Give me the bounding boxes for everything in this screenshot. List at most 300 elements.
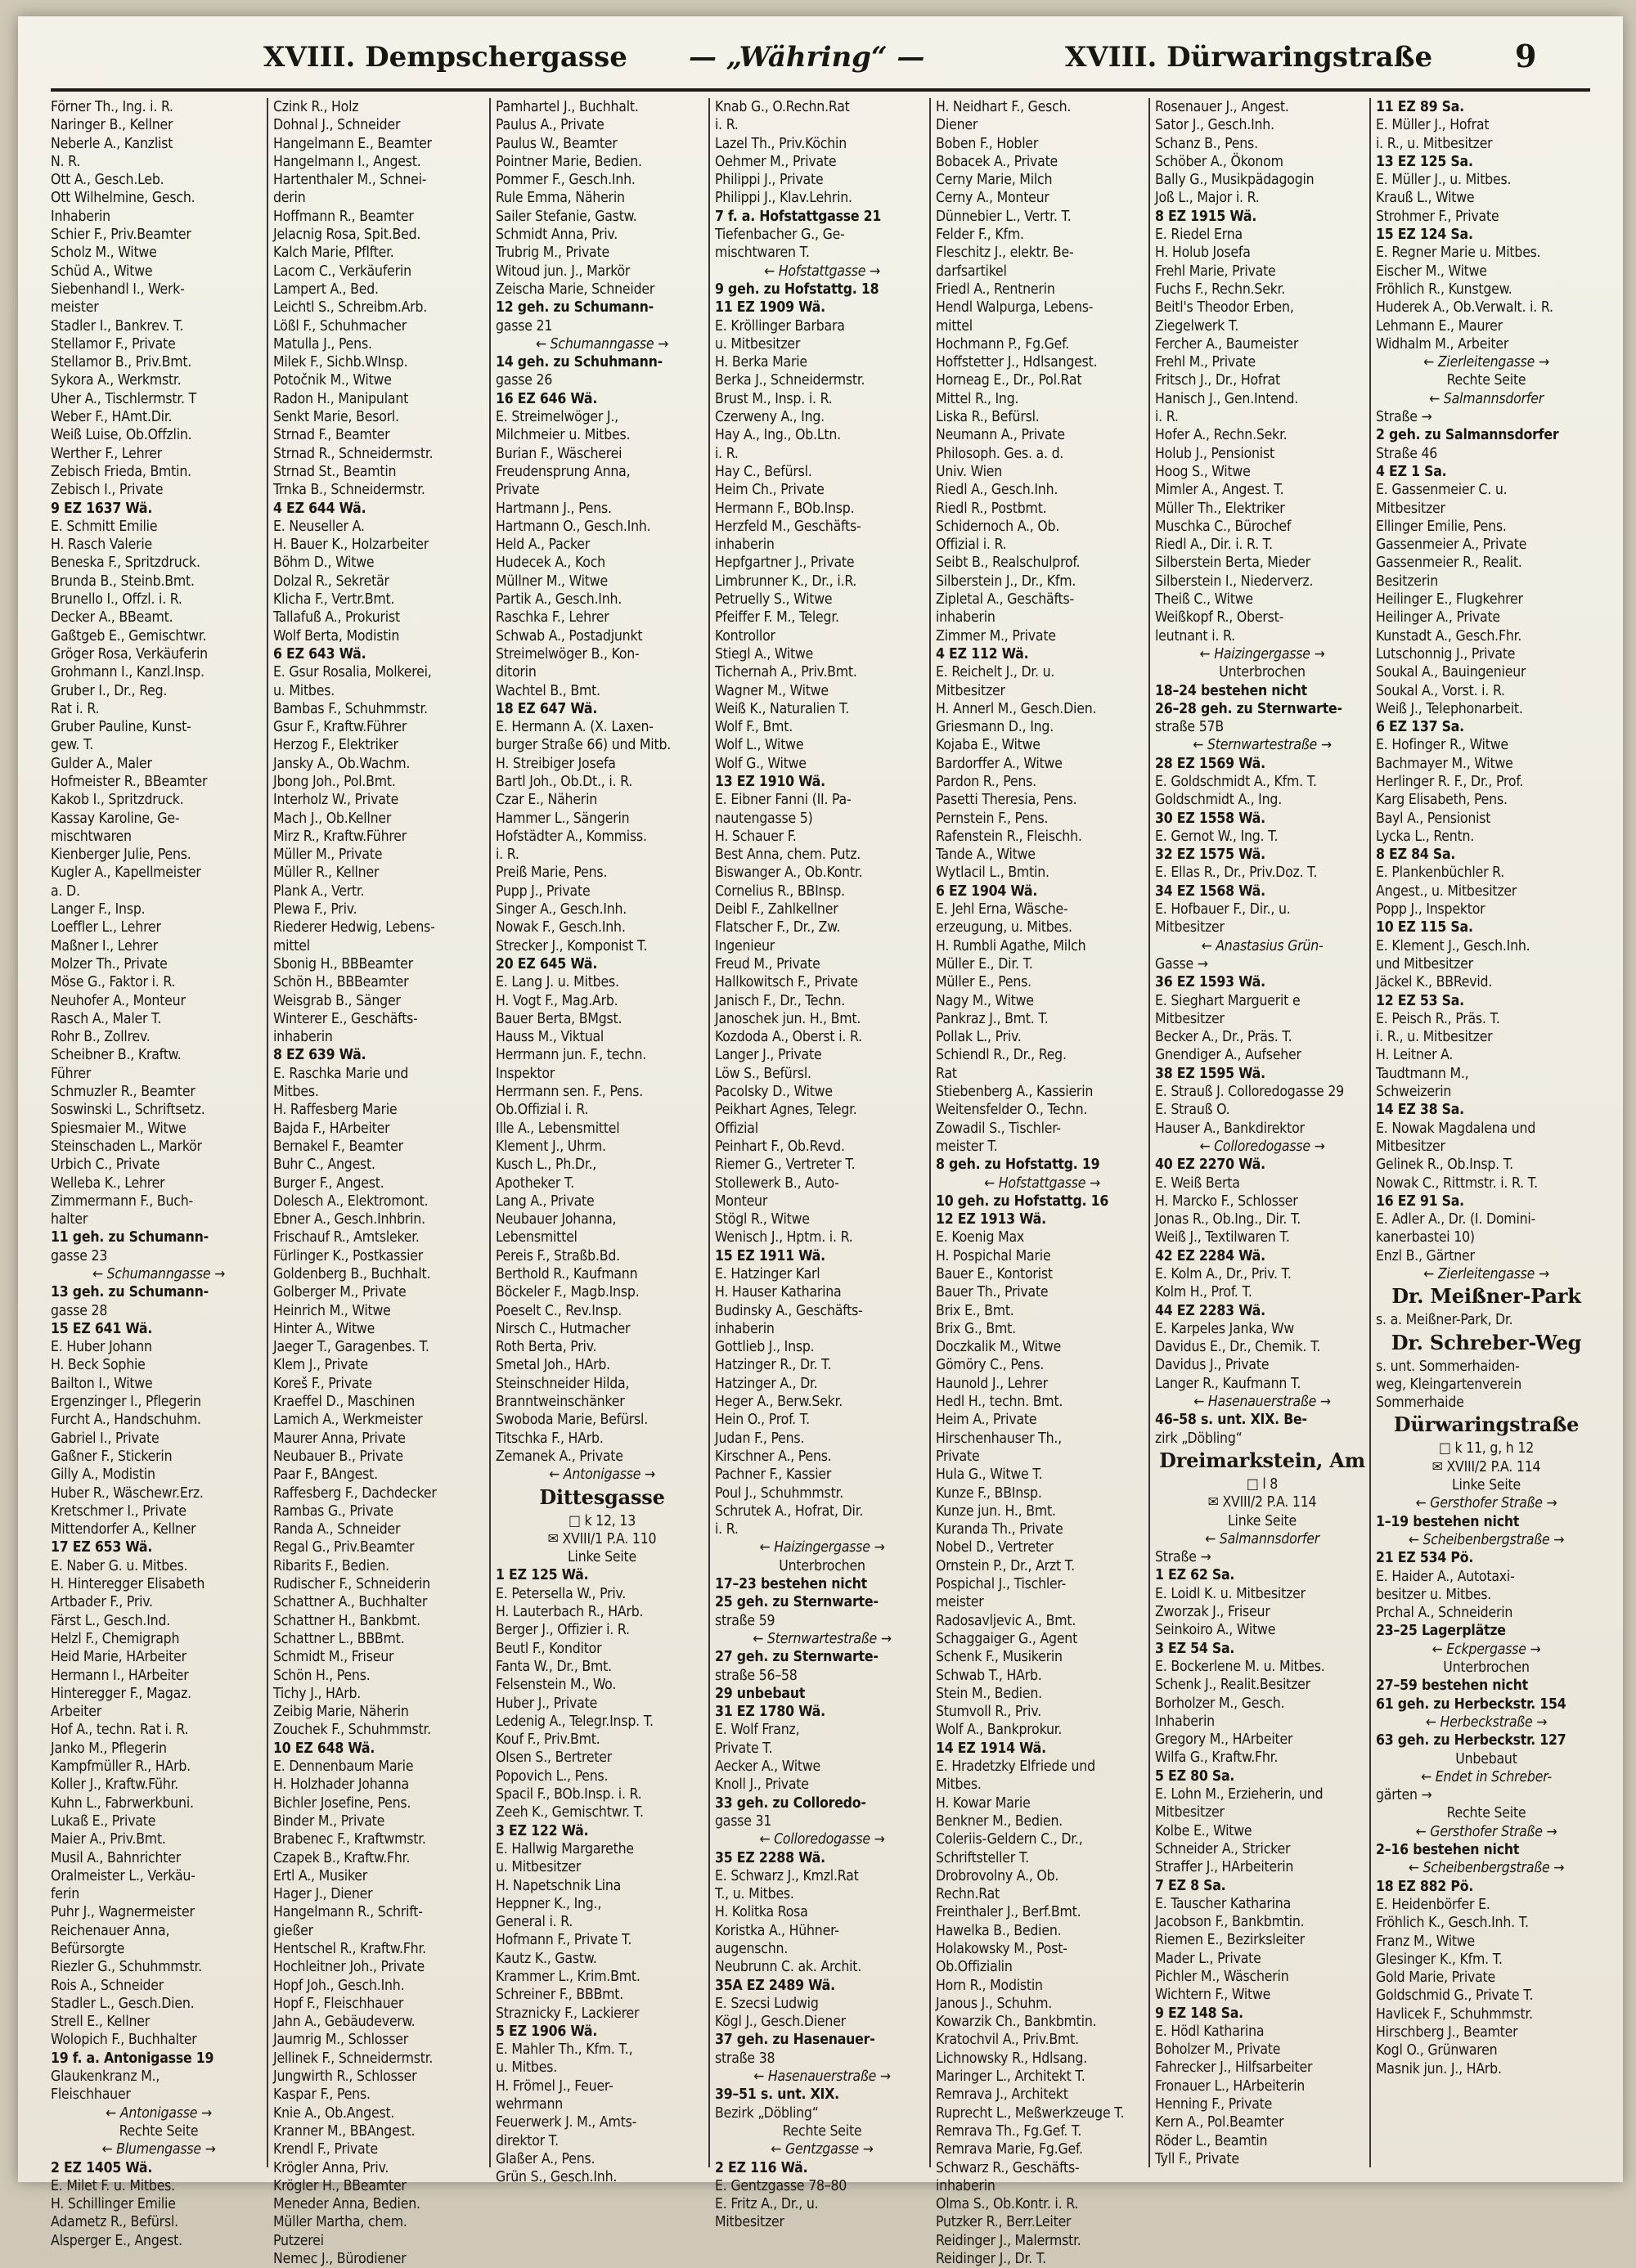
directory-entry: Mitbesitzer xyxy=(715,2214,784,2231)
directory-entry: Uher A., Tischlermstr. T xyxy=(51,390,197,407)
directory-entry: Kowarzik Ch., Bankbmtin. xyxy=(936,2014,1097,2031)
directory-entry: Oralmeister L., Verkäu- xyxy=(51,1867,196,1884)
directory-entry: Linke Seite xyxy=(567,1549,637,1566)
directory-entry: Schwab A., Postadjunkt xyxy=(496,627,643,644)
directory-entry: Riemen E., Bezirksleiter xyxy=(1155,1932,1305,1949)
directory-entry: H. Kowar Marie xyxy=(936,1794,1031,1812)
directory-entry: Silberstein I., Niederverz. xyxy=(1155,573,1314,590)
directory-entry: Bauer E., Kontorist xyxy=(936,1266,1053,1282)
directory-entry: E. Streimelwöger J., xyxy=(496,409,618,426)
page-number: 9 xyxy=(1515,38,1537,74)
directory-entry: Lampert A., Bed. xyxy=(273,281,379,298)
directory-entry: Biswanger A., Ob.Kontr. xyxy=(715,865,863,882)
directory-entry: direktor T. xyxy=(496,2132,559,2149)
directory-entry: Brix E., Bmt. xyxy=(936,1302,1014,1319)
directory-entry: Stumvoll R., Priv. xyxy=(936,1704,1041,1721)
directory-entry: Löw S., Befürsl. xyxy=(715,1065,811,1082)
directory-entry: ✉ XVIII/2 P.A. 114 xyxy=(1432,1458,1541,1475)
directory-entry: Tallafuß A., Prokurist xyxy=(273,609,400,627)
directory-entry: Urbich C., Private xyxy=(51,1156,160,1174)
directory-entry: Schidernoch A., Ob. xyxy=(936,518,1060,535)
directory-entry: 13 geh. zu Schumann- xyxy=(51,1284,209,1301)
directory-entry: Becker A., Dr., Präs. T. xyxy=(1155,1029,1292,1046)
directory-entry: 18 EZ 647 Wä. xyxy=(496,700,598,717)
directory-entry: Winterer E., Geschäfts- xyxy=(273,1010,418,1027)
directory-entry: Schattner L., BBBmt. xyxy=(273,1630,405,1647)
directory-entry: Schattner A., Buchhalter xyxy=(273,1594,428,1611)
directory-entry: Monteur xyxy=(715,1192,768,1210)
directory-entry: Titschka F., HArb. xyxy=(496,1430,604,1447)
directory-entry: E. Riedel Erna xyxy=(1155,227,1243,244)
directory-entry: i. R., u. Mitbesitzer xyxy=(1376,1029,1493,1046)
directory-entry: Glesinger K., Kfm. T. xyxy=(1376,1951,1503,1968)
directory-entry: Naringer B., Kellner xyxy=(51,117,173,134)
directory-entry: Hauser A., Bankdirektor xyxy=(1155,1120,1305,1137)
directory-entry: Putzker R., Berr.Leiter xyxy=(936,2214,1072,2231)
directory-entry: Kienberger Julie, Pens. xyxy=(51,847,191,864)
directory-entry: 11 geh. zu Schumann- xyxy=(51,1229,209,1246)
directory-entry: Knab G., O.Rechn.Rat xyxy=(715,99,850,115)
directory-entry: Pointner Marie, Bedien. xyxy=(496,153,642,170)
directory-entry: Gnendiger A., Aufseher xyxy=(1155,1047,1301,1064)
directory-entry: meister xyxy=(936,1594,984,1611)
directory-entry: Heid Marie, HArbeiter xyxy=(51,1649,187,1666)
directory-entry: 35A EZ 2489 Wä. xyxy=(715,1977,835,1994)
directory-entry: Furcht A., Handschuhm. xyxy=(51,1412,201,1429)
directory-entry: Maier A., Priv.Bmt. xyxy=(51,1831,166,1848)
directory-entry: Hauss M., Viktual xyxy=(496,1029,605,1046)
directory-entry: Judan F., Pens. xyxy=(715,1430,805,1447)
directory-entry: Singer A., Gesch.Inh. xyxy=(496,901,627,918)
cross-street: ← Hasenauerstraße → xyxy=(1193,1394,1331,1411)
directory-entry: Swoboda Marie, Befürsl. xyxy=(496,1412,648,1429)
directory-entry: gew. T. xyxy=(51,737,94,754)
directory-entry: E. Reichelt J., Dr. u. xyxy=(936,664,1055,681)
directory-entry: Poeselt C., Rev.Insp. xyxy=(496,1302,622,1319)
directory-entry: Stögl R., Witwe xyxy=(715,1211,810,1228)
directory-entry: Pichler M., Wäscherin xyxy=(1155,1968,1289,1985)
directory-entry: Feuerwerk J. M., Amts- xyxy=(496,2114,637,2131)
directory-entry: Bardorffer A., Witwe xyxy=(936,755,1063,772)
directory-entry: i. R., u. Mitbesitzer xyxy=(1376,135,1493,152)
directory-entry: Wilfa G., Kraftw.Fhr. xyxy=(1155,1749,1279,1767)
directory-entry: Steinschaden L., Markör xyxy=(51,1138,202,1155)
directory-entry: Schenk J., Realit.Besitzer xyxy=(1155,1677,1310,1694)
directory-entry: Bayl A., Pensionist xyxy=(1376,810,1491,827)
directory-entry: Tiefenbacher G., Ge- xyxy=(715,227,845,244)
directory-entry: Siebenhandl I., Werk- xyxy=(51,281,185,298)
directory-entry: Stellamor B., Priv.Bmt. xyxy=(51,354,192,371)
directory-entry: Glaßer A., Pens. xyxy=(496,2150,596,2167)
directory-entry: Henning F., Private xyxy=(1155,2096,1273,2113)
directory-entry: s. unt. Sommerhaiden- xyxy=(1376,1358,1520,1375)
directory-entry: Offizial xyxy=(715,1120,758,1137)
directory-entry: Neubauer Johanna, xyxy=(496,1211,617,1228)
directory-entry: H. Rumbli Agathe, Milch xyxy=(936,937,1086,954)
directory-entry: Fanta W., Dr., Bmt. xyxy=(496,1658,612,1675)
directory-entry: Schrutek A., Hofrat, Dir. xyxy=(715,1502,864,1520)
directory-entry: E. Goldschmidt A., Kfm. T. xyxy=(1155,773,1317,790)
directory-entry: E. Strauß O. xyxy=(1155,1102,1230,1119)
directory-entry: Doczkalik M., Witwe xyxy=(936,1339,1062,1356)
directory-entry: 44 EZ 2283 Wä. xyxy=(1155,1302,1265,1319)
directory-entry: Straße 46 xyxy=(1376,445,1438,462)
directory-entry: Bajda F., HArbeiter xyxy=(273,1120,390,1137)
directory-entry: Franz M., Witwe xyxy=(1376,1933,1476,1950)
directory-entry: meister xyxy=(51,299,99,317)
directory-entry: E. Bockerlene M. u. Mitbes. xyxy=(1155,1658,1325,1675)
directory-entry: Freinthaler J., Berf.Bmt. xyxy=(936,1904,1081,1921)
directory-entry: 40 EZ 2270 Wä. xyxy=(1155,1156,1265,1174)
directory-entry: Zemanek A., Private xyxy=(496,1448,623,1465)
directory-entry: Leichtl S., Schreibm.Arb. xyxy=(273,299,428,317)
directory-entry: Bailton I., Witwe xyxy=(51,1375,153,1392)
directory-entry: Streimelwöger B., Kon- xyxy=(496,645,640,662)
directory-entry: Ott Wilhelmine, Gesch. xyxy=(51,190,196,207)
directory-entry: nautengasse 5) xyxy=(715,810,813,827)
directory-entry: Ille A., Lebensmittel xyxy=(496,1120,620,1137)
directory-entry: Unterbrochen xyxy=(1443,1659,1530,1677)
directory-entry: Förner Th., Ing. i. R. xyxy=(51,99,173,115)
directory-entry: E. Lang J. u. Mitbes. xyxy=(496,974,619,991)
directory-entry: E. Müller J., Hofrat xyxy=(1376,117,1490,134)
directory-entry: u. Mitbes. xyxy=(273,682,335,699)
directory-entry: 38 EZ 1595 Wä. xyxy=(1155,1065,1265,1082)
directory-entry: Hinteregger F., Magaz. xyxy=(51,1685,191,1702)
directory-entry: 8 EZ 84 Sa. xyxy=(1376,847,1456,864)
directory-entry: Kampfmüller R., HArb. xyxy=(51,1758,191,1776)
directory-entry: H. Napetschnik Lina xyxy=(496,1877,622,1894)
directory-entry: Zimmermann F., Buch- xyxy=(51,1192,193,1210)
directory-entry: 3 EZ 54 Sa. xyxy=(1155,1640,1235,1657)
directory-entry: Krendl F., Private xyxy=(273,2141,378,2158)
directory-entry: Hatzinger R., Dr. T. xyxy=(715,1357,832,1374)
directory-entry: u. Mitbes. xyxy=(496,2059,557,2077)
directory-entry: Brunda B., Steinb.Bmt. xyxy=(51,573,195,590)
directory-entry: Trubrig M., Private xyxy=(496,245,609,262)
directory-entry: Sator J., Gesch.Inh. xyxy=(1155,117,1274,134)
directory-entry: Havlicek F., Schuhmmstr. xyxy=(1376,2005,1533,2023)
directory-entry: E. Schwarz J., Kmzl.Rat xyxy=(715,1867,859,1884)
directory-entry: Pupp J., Private xyxy=(496,882,591,900)
directory-entry: Philosoph. Ges. a. d. xyxy=(936,445,1064,462)
directory-entry: Rechte Seite xyxy=(1446,1805,1526,1822)
directory-entry: Czerweny A., Ing. xyxy=(715,409,825,426)
directory-entry: 2–16 bestehen nicht xyxy=(1376,1842,1520,1859)
directory-entry: E. Wolf Franz, xyxy=(715,1722,800,1739)
directory-entry: Kakob I., Spritzdruck. xyxy=(51,792,184,809)
directory-entry: E. Ellas R., Dr., Priv.Doz. T. xyxy=(1155,865,1318,882)
street-heading: Dittesgasse xyxy=(539,1484,665,1509)
cross-street: ← Endet in Schreber- xyxy=(1420,1768,1552,1785)
directory-entry: Czar E., Näherin xyxy=(496,792,598,809)
directory-entry: 1 EZ 62 Sa. xyxy=(1155,1567,1235,1584)
directory-entry: Gruber Pauline, Kunst- xyxy=(51,719,191,736)
directory-entry: Brix G., Bmt. xyxy=(936,1320,1016,1337)
directory-entry: Kögl J., Gesch.Diener xyxy=(715,2014,846,2031)
directory-entry: E. Sieghart Marguerit e xyxy=(1155,992,1301,1009)
directory-entry: Färst L., Gesch.Ind. xyxy=(51,1612,171,1629)
directory-entry: Pospichal J., Tischler- xyxy=(936,1576,1067,1593)
directory-entry: inhaberin xyxy=(273,1029,333,1046)
directory-entry: 29 unbebaut xyxy=(715,1685,806,1702)
directory-entry: Radosavljevic A., Bmt. xyxy=(936,1612,1076,1629)
directory-entry: Tande A., Witwe xyxy=(936,847,1036,864)
directory-entry: Befürsorgte xyxy=(51,1940,125,1957)
directory-entry: Cornelius R., BBInsp. xyxy=(715,882,845,900)
directory-entry: Berger J., Offizier i. R. xyxy=(496,1622,630,1639)
directory-entry: Pasetti Theresia, Pens. xyxy=(936,792,1077,809)
cross-street: ← Scheibenbergstraße → xyxy=(1408,1860,1565,1877)
directory-entry: 14 EZ 1914 Wä. xyxy=(936,1740,1046,1757)
directory-entry: E. Gassenmeier C. u. xyxy=(1376,482,1508,499)
directory-entry: gasse 31 xyxy=(715,1812,772,1830)
directory-entry: Dolesch A., Elektromont. xyxy=(273,1192,429,1210)
directory-entry: darfsartikel xyxy=(936,263,1007,280)
directory-entry: Hochleitner Joh., Private xyxy=(273,1959,425,1976)
directory-entry: Hinter A., Witwe xyxy=(273,1320,375,1337)
directory-entry: 11 EZ 89 Sa. xyxy=(1376,99,1464,115)
cross-street: ← Haizingergasse → xyxy=(759,1539,885,1556)
directory-entry: Langer R., Kaufmann T. xyxy=(1155,1375,1301,1392)
directory-entry: Bichler Josefine, Pens. xyxy=(273,1794,411,1812)
directory-entry: Liska R., Befürsl. xyxy=(936,409,1040,426)
directory-entry: Rambas G., Private xyxy=(273,1502,393,1520)
directory-entry: Lichnowsky R., Hdlsang. xyxy=(936,2050,1088,2067)
directory-entry: Riederer Hedwig, Lebens- xyxy=(273,919,435,936)
directory-entry: Hanisch J., Gen.Intend. xyxy=(1155,390,1299,407)
directory-entry: E. Haider A., Autotaxi- xyxy=(1376,1568,1515,1585)
directory-entry: gasse 21 xyxy=(496,317,553,335)
directory-entry: Lukaß E., Private xyxy=(51,1812,156,1830)
directory-entry: Borholzer M., Gesch. xyxy=(1155,1695,1285,1712)
header-rule xyxy=(51,88,1590,92)
directory-entry: Enzl B., Gärtner xyxy=(1376,1247,1475,1264)
directory-entry: E. Lohn M., Erzieherin, und xyxy=(1155,1786,1324,1803)
directory-entry: Private T. xyxy=(715,1740,773,1757)
directory-entry: Hartmann O., Gesch.Inh. xyxy=(496,518,651,535)
directory-entry: Held A., Packer xyxy=(496,537,591,554)
cross-street: ← Sternwartestraße → xyxy=(1193,737,1332,754)
directory-entry: Potočnik M., Witwe xyxy=(273,372,392,389)
directory-entry: Davidus E., Dr., Chemik. T. xyxy=(1155,1339,1321,1356)
directory-entry: Lang A., Private xyxy=(496,1192,595,1210)
directory-entry: Berka J., Schneidermstr. xyxy=(715,372,865,389)
directory-entry: Hawelka B., Bedien. xyxy=(936,1922,1062,1939)
directory-entry: E. Karpeles Janka, Ww xyxy=(1155,1320,1294,1337)
directory-entry: Tichy J., HArb. xyxy=(273,1685,362,1702)
directory-entry: Sbonig H., BBBeamter xyxy=(273,955,413,972)
directory-entry: 10 EZ 115 Sa. xyxy=(1376,919,1473,936)
directory-entry: 8 geh. zu Hofstattg. 19 xyxy=(936,1156,1100,1174)
directory-entry: Plank A., Vertr. xyxy=(273,882,365,900)
directory-entry: augenschn. xyxy=(715,1940,789,1957)
directory-entry: 61 geh. zu Herbeckstr. 154 xyxy=(1376,1695,1566,1713)
directory-entry: Nowak C., Rittmstr. i. R. T. xyxy=(1376,1174,1538,1192)
directory-entry: □ l 8 xyxy=(1246,1475,1279,1493)
directory-entry: Müller M., Private xyxy=(273,847,383,864)
directory-entry: E. Hofinger R., Witwe xyxy=(1376,737,1508,754)
directory-entry: Heinrich M., Witwe xyxy=(273,1302,391,1319)
directory-entry: Frischauf R., Amtsleker. xyxy=(273,1229,420,1246)
directory-entry: inhaberin xyxy=(936,2177,996,2194)
directory-entry: Rechn.Rat xyxy=(936,1886,1000,1903)
directory-entry: 8 EZ 1915 Wä. xyxy=(1155,208,1257,225)
directory-entry: gasse 23 xyxy=(51,1247,108,1264)
directory-entry: Muschka C., Bürochef xyxy=(1155,518,1292,535)
directory-entry: H. Annerl M., Gesch.Dien. xyxy=(936,700,1097,717)
directory-entry: Ob.Offizial i. R. xyxy=(496,1102,589,1119)
directory-entry: Lazel Th., Priv.Köchin xyxy=(715,135,847,152)
directory-entry: Koristka A., Hühner- xyxy=(715,1922,839,1939)
cross-street: ← Antonigasse → xyxy=(548,1466,656,1484)
directory-entry: 8 EZ 639 Wä. xyxy=(273,1047,366,1064)
directory-entry: Hula G., Witwe T. xyxy=(936,1466,1043,1484)
directory-entry: Goldenberg B., Buchhalt. xyxy=(273,1266,431,1282)
directory-entry: Apotheker T. xyxy=(496,1174,575,1192)
directory-entry: Lebensmittel xyxy=(496,1229,578,1246)
directory-entry: Preiß Marie, Pens. xyxy=(496,865,608,882)
directory-entry: Philippi J., Klav.Lehrin. xyxy=(715,190,852,207)
directory-entry: Haunold J., Lehrer xyxy=(936,1375,1048,1392)
directory-entry: Olsen S., Bertreter xyxy=(496,1749,613,1767)
directory-entry: inhaberin xyxy=(936,609,996,627)
directory-entry: Schriftsteller T. xyxy=(936,1849,1029,1866)
directory-entry: Jbong Joh., Pol.Bmt. xyxy=(273,773,396,790)
directory-entry: Helzl F., Chemigraph xyxy=(51,1630,180,1647)
directory-entry: Hof A., techn. Rat i. R. xyxy=(51,1722,189,1739)
directory-entry: Wachtel B., Bmt. xyxy=(496,682,600,699)
directory-entry: Hay A., Ing., Ob.Ltn. xyxy=(715,427,841,444)
directory-entry: inhaberin xyxy=(715,1320,775,1337)
directory-entry: meister T. xyxy=(936,1138,998,1155)
directory-entry: Heilinger A., Private xyxy=(1376,609,1500,627)
cross-street: ← Schumanngasse → xyxy=(92,1266,226,1282)
directory-entry: E. Hallwig Margarethe xyxy=(496,1840,634,1857)
column-1 xyxy=(51,98,267,2249)
directory-entry: T., u. Mitbes. xyxy=(715,1886,794,1903)
directory-entry: 2 EZ 1405 Wä. xyxy=(51,2159,153,2176)
directory-entry: Mitbes. xyxy=(273,1084,319,1101)
directory-entry: Fleischhauer xyxy=(51,2086,131,2104)
directory-entry: H. Lauterbach R., HArb. xyxy=(496,1604,644,1621)
directory-entry: Hofer A., Rechn.Sekr. xyxy=(1155,427,1288,444)
directory-entry: Jahn A., Gebäudeverw. xyxy=(273,2014,416,2031)
directory-entry: Müller R., Kellner xyxy=(273,865,380,882)
directory-entry: Pamhartel J., Buchhalt. xyxy=(496,99,639,115)
directory-entry: Lehmann E., Maurer xyxy=(1376,317,1503,335)
directory-entry: E. Neuseller A. xyxy=(273,518,365,535)
directory-entry: Silberstein J., Dr., Kfm. xyxy=(936,573,1076,590)
directory-entry: halter xyxy=(51,1211,88,1228)
directory-entry: Glaukenkranz M., xyxy=(51,2068,160,2086)
directory-entry: Klement J., Uhrm. xyxy=(496,1138,606,1155)
directory-entry: E. Schmitt Emilie xyxy=(51,518,158,535)
directory-entry: Schwarz R., Geschäfts- xyxy=(936,2159,1080,2176)
directory-entry: Fercher A., Baumeister xyxy=(1155,335,1299,353)
directory-entry: Straße → xyxy=(1376,409,1432,426)
cross-street: ← Herbeckstraße → xyxy=(1425,1713,1548,1731)
directory-entry: Schwab T., HArb. xyxy=(936,1667,1042,1684)
directory-entry: 26–28 geh. zu Sternwarte- xyxy=(1155,700,1342,717)
directory-entry: Bartl Joh., Ob.Dt., i. R. xyxy=(496,773,633,790)
directory-entry: H. Beck Sophie xyxy=(51,1357,146,1374)
directory-entry: E. Gernot W., Ing. T. xyxy=(1155,828,1279,845)
directory-entry: Regal G., Priv.Beamter xyxy=(273,1539,415,1556)
directory-entry: 17–23 bestehen nicht xyxy=(715,1576,867,1593)
directory-entry: Wolf L., Witwe xyxy=(715,737,804,754)
directory-entry: Hangelmann R., Schrift- xyxy=(273,1904,423,1921)
directory-entry: Jungwirth R., Schlosser xyxy=(273,2068,417,2086)
directory-entry: Scheibner B., Kraftw. xyxy=(51,1047,182,1064)
directory-entry: E. Hermann A. (X. Laxen- xyxy=(496,719,654,736)
directory-entry: Mitbes. xyxy=(936,1776,982,1794)
directory-entry: Schreiner F., BBBmt. xyxy=(496,1987,624,2004)
directory-entry: 39–51 s. unt. XIX. xyxy=(715,2086,839,2104)
directory-entry: Stadler I., Bankrev. T. xyxy=(51,317,184,335)
directory-entry: Mitbesitzer xyxy=(936,682,1005,699)
directory-entry: Goldschmidt A., Ing. xyxy=(1155,792,1282,809)
directory-entry: Spacil F., BOb.Insp. i. R. xyxy=(496,1786,642,1803)
directory-entry: Berthold R., Kaufmann xyxy=(496,1266,638,1282)
directory-entry: Hartmann J., Pens. xyxy=(496,500,612,517)
directory-entry: Weisgrab B., Sänger xyxy=(273,992,401,1009)
directory-entry: Müllner M., Witwe xyxy=(496,573,608,590)
directory-entry: Lacom C., Verkäuferin xyxy=(273,263,411,280)
directory-columns xyxy=(51,98,1597,2268)
street-heading: Dr. Meißner-Park xyxy=(1391,1284,1581,1309)
directory-entry: Wenisch J., Hptm. i. R. xyxy=(715,1229,853,1246)
directory-entry: Wichtern F., Witwe xyxy=(1155,1987,1271,2004)
directory-entry: Steinschneider Hilda, xyxy=(496,1375,630,1392)
directory-entry: Janoschek jun. H., Bmt. xyxy=(715,1010,861,1027)
directory-entry: leutnant i. R. xyxy=(1155,627,1235,644)
header-right-street: XVIII. Dürwaringstraße xyxy=(1065,41,1433,74)
directory-entry: ditorin xyxy=(496,664,537,681)
directory-entry: 3 EZ 122 Wä. xyxy=(496,1822,589,1839)
directory-entry: Musil A., Bahnrichter xyxy=(51,1849,181,1866)
directory-entry: E. Szecsi Ludwig xyxy=(715,1995,819,2012)
directory-entry: Decker A., BBeamt. xyxy=(51,609,173,627)
directory-entry: E. Hatzinger Karl xyxy=(715,1266,820,1282)
directory-entry: Goldschmid G., Private T. xyxy=(1376,1987,1534,2005)
directory-entry: Beneska F., Spritzdruck. xyxy=(51,555,200,572)
directory-entry: Schön H., Pens. xyxy=(273,1667,371,1684)
directory-entry: Kalch Marie, Pflfter. xyxy=(273,245,394,262)
directory-entry: 17 EZ 653 Wä. xyxy=(51,1539,153,1556)
directory-entry: 16 EZ 91 Sa. xyxy=(1376,1192,1464,1210)
directory-entry: E. Kröllinger Barbara xyxy=(715,317,845,335)
column-2 xyxy=(267,98,489,2268)
directory-entry: H. Kolitka Rosa xyxy=(715,1904,808,1921)
directory-entry: Langer F., Insp. xyxy=(51,901,146,918)
directory-entry: Neuhofer A., Monteur xyxy=(51,992,186,1009)
directory-entry: Gaßner F., Stickerin xyxy=(51,1448,173,1465)
directory-entry: Schmidt M., Friseur xyxy=(273,1649,394,1666)
directory-entry: Schneider A., Stricker xyxy=(1155,1840,1291,1857)
directory-entry: E. Tauscher Katharina xyxy=(1155,1895,1292,1912)
directory-entry: ✉ XVIII/1 P.A. 110 xyxy=(547,1530,657,1547)
directory-entry: Zouchek F., Schuhmmstr. xyxy=(273,1722,431,1739)
directory-entry: Puhr J., Wagnermeister xyxy=(51,1904,195,1921)
directory-entry: H. Streibiger Josefa xyxy=(496,755,616,772)
directory-entry: Jäckel K., BBRevid. xyxy=(1376,974,1493,991)
directory-entry: 1 EZ 125 Wä. xyxy=(496,1567,589,1584)
directory-entry: Alsperger E., Angest. xyxy=(51,2232,182,2249)
directory-entry: Drobrovolny A., Ob. xyxy=(936,1867,1059,1884)
directory-entry: 9 EZ 148 Sa. xyxy=(1155,2005,1243,2022)
directory-entry: E. Naber G. u. Mitbes. xyxy=(51,1557,188,1574)
